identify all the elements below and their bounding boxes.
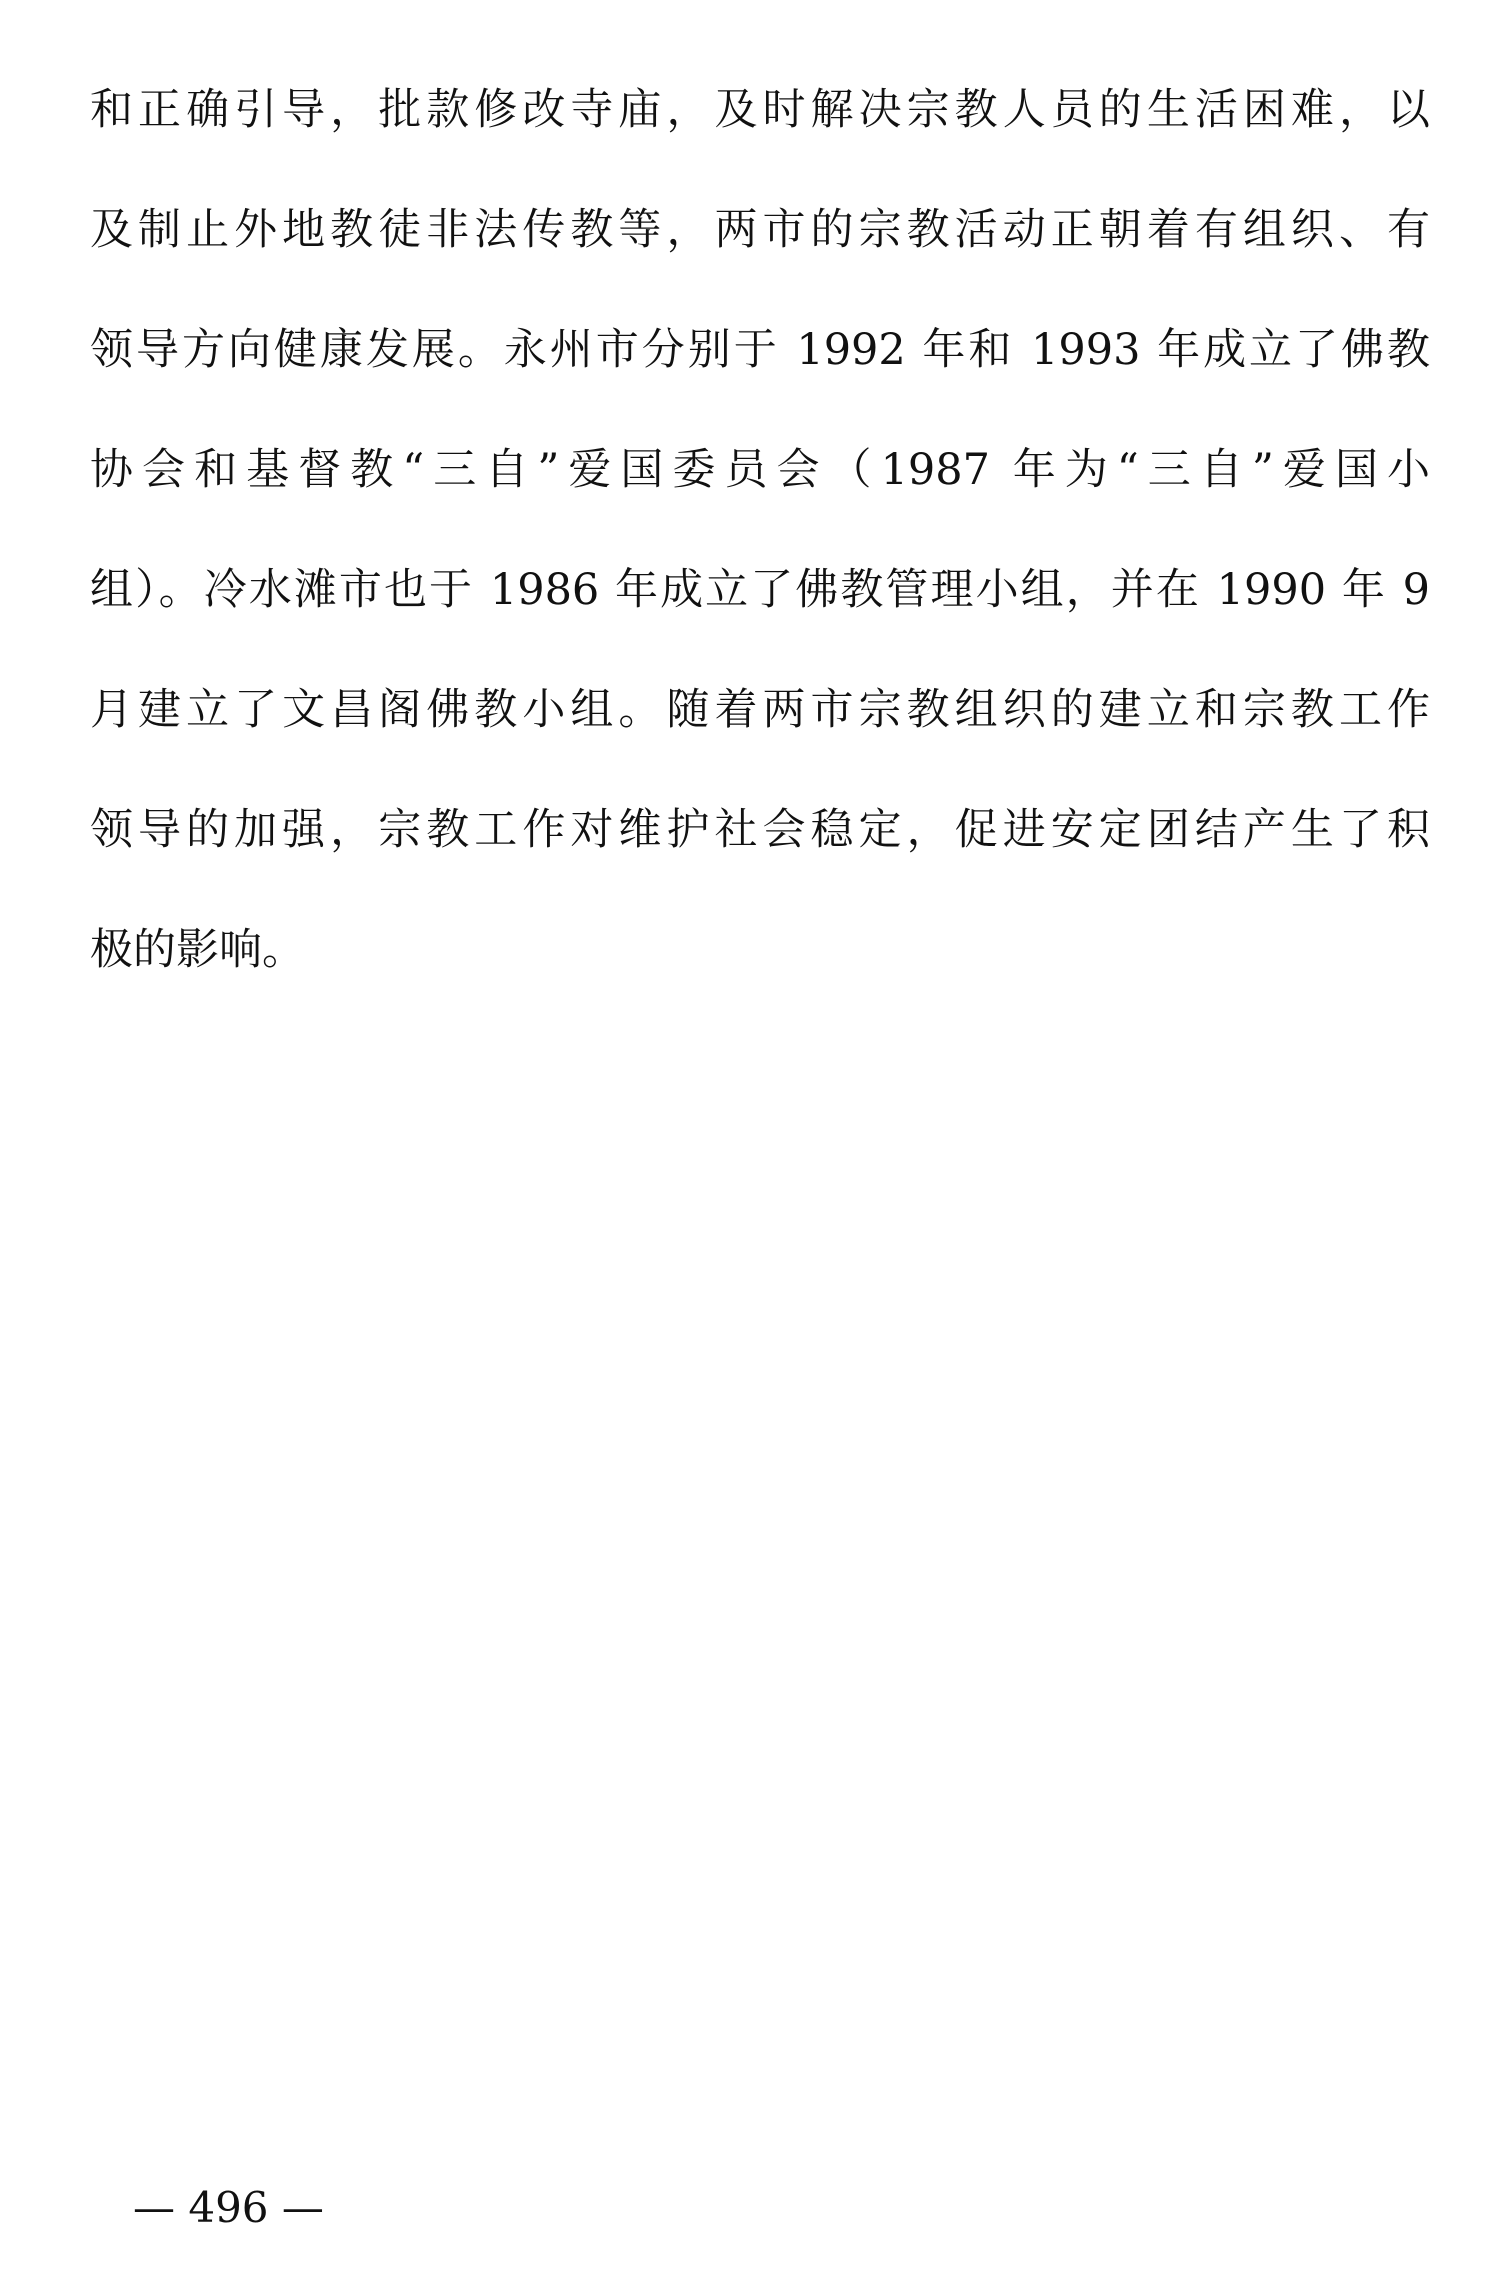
page-number: — 496 — [133,2183,324,2232]
text-line: 及制止外地教徒非法传教等，两市的宗教活动正朝着有组织、有 [90,205,1430,255]
text-line: 组）。冷水滩市也于 1986 年成立了佛教管理小组，并在 1990 年 9 [90,565,1430,615]
text-line: 领导方向健康发展。永州市分别于 1992 年和 1993 年成立了佛教 [90,325,1430,375]
body-text [90,80,1430,1040]
text-line: 领导的加强，宗教工作对维护社会稳定，促进安定团结产生了积 [90,805,1430,855]
text-line: 和正确引导，批款修改寺庙，及时解决宗教人员的生活困难，以 [90,85,1430,135]
text-line: 协会和基督教“三自”爱国委员会（1987 年为“三自”爱国小 [90,445,1430,495]
text-line: 月建立了文昌阁佛教小组。随着两市宗教组织的建立和宗教工作 [90,685,1430,735]
text-line: 极的影响。 [90,925,305,975]
